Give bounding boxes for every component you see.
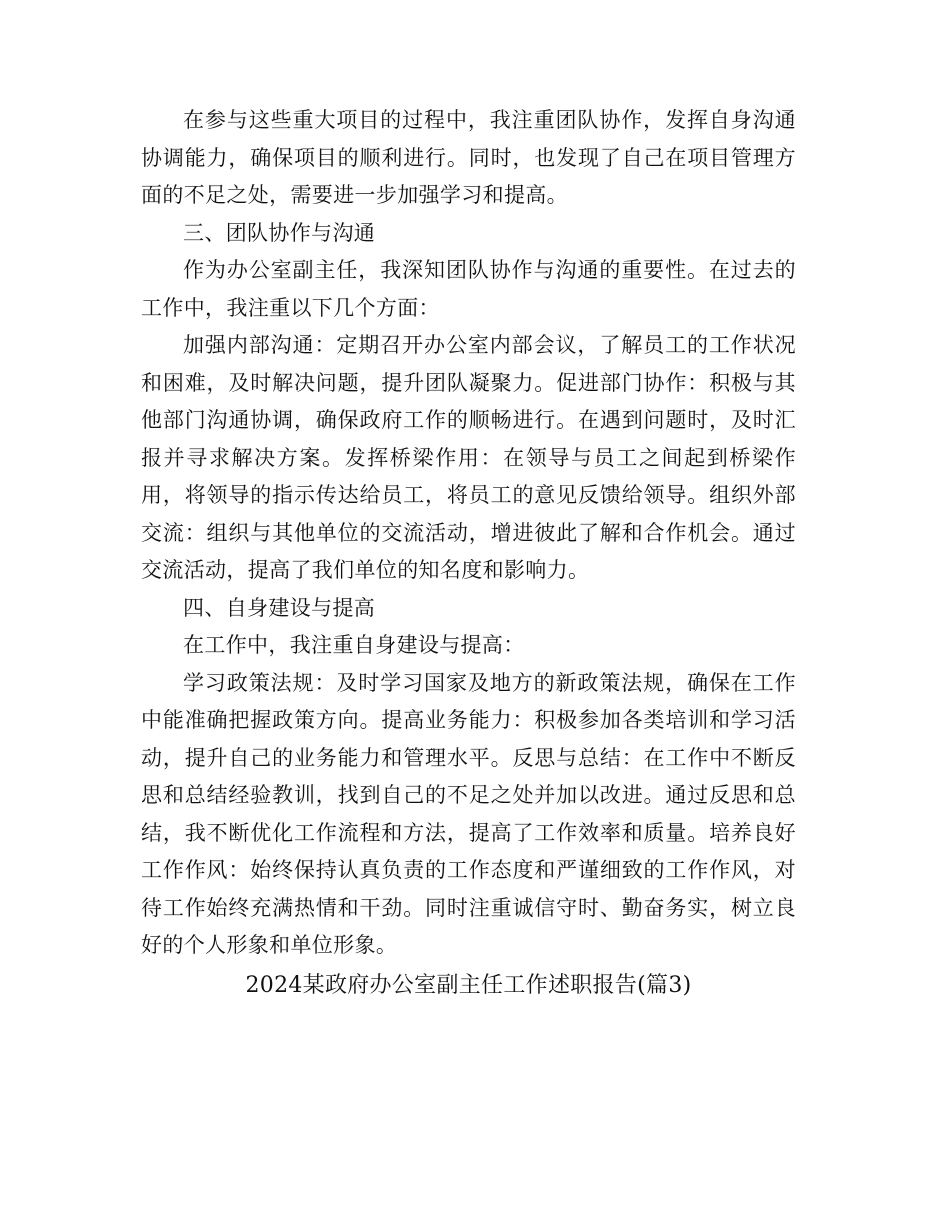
section-heading-self-improvement: 四、自身建设与提高 xyxy=(183,595,376,620)
paragraph-teamwork-details: 加强内部沟通：定期召开办公室内部会议，了解员工的工作状况和困难，及时解决问题，提升团队凝聚力。促进部门协作：积极与其他部门沟通协调，确保政府工作的顺畅进行。在遇到问题时，及时汇报并寻求解决方案。发挥桥梁作用：在领导与员工之间起到桥梁作用，将领导的指示传达给员工，将员工的意见反馈给领导。组织外部交流：组织与其他单位的交流活动，增进彼此了解和合作机会。通过交流活动，提高了我们单位的知名度和影响力。 xyxy=(141,333,796,582)
paragraph-self-improvement-details: 学习政策法规：及时学习国家及地方的新政策法规，确保在工作中能准确把握政策方向。提高业务能力：积极参加各类培训和学习活动，提升自己的业务能力和管理水平。反思与总结：在工作中不断反思和总结经验教训，找到自己的不足之处并加以改进。通过反思和总结，我不断优化工作流程和方法，提高了工作效率和质量。培养良好工作作风：始终保持认真负责的工作态度和严谨细致的工作作风，对待工作始终充满热情和干劲。同时注重诚信守时、勤奋务实，树立良好的个人形象和单位形象。 xyxy=(141,670,796,957)
paragraph-project-teamwork: 在参与这些重大项目的过程中，我注重团队协作，发挥自身沟通协调能力，确保项目的顺利进行。同时，也发现了自己在项目管理方面的不足之处，需要进一步加强学习和提高。 xyxy=(141,108,796,207)
next-report-title: 2024某政府办公室副主任工作述职报告(篇3) xyxy=(245,972,692,998)
section-heading-teamwork: 三、团队协作与沟通 xyxy=(183,220,376,245)
document-body xyxy=(141,102,796,1005)
paragraph-teamwork-intro: 作为办公室副主任，我深知团队协作与沟通的重要性。在过去的工作中，我注重以下几个方面： xyxy=(141,258,796,320)
paragraph-self-improvement-intro: 在工作中，我注重自身建设与提高： xyxy=(183,633,525,657)
